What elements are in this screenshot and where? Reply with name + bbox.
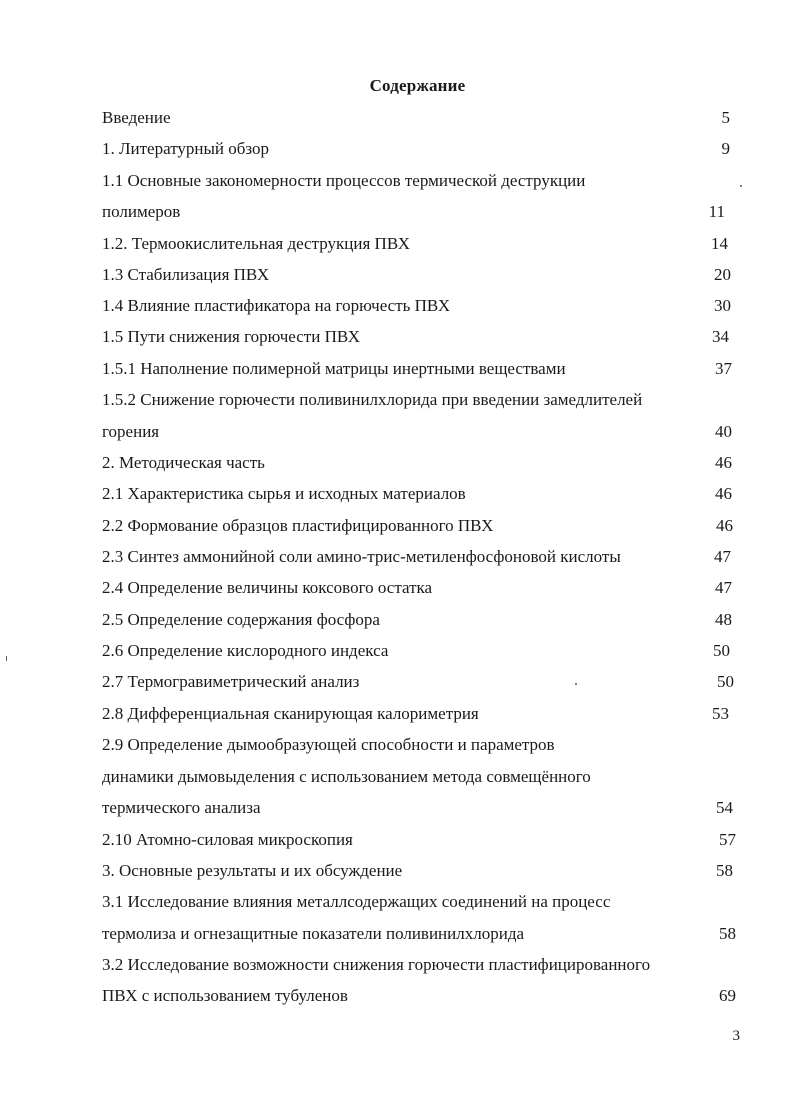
toc-entry	[0, 729, 797, 760]
toc-entry	[0, 133, 797, 164]
toc-entry	[0, 478, 797, 509]
toc-entry	[0, 384, 797, 415]
toc-entry	[0, 510, 797, 541]
toc-entry-page: 58	[716, 861, 733, 880]
toc-entry	[0, 980, 797, 1011]
toc-entry-text: 2.6 Определение кислородного индекса	[102, 641, 389, 660]
toc-entry-page: 30	[714, 296, 731, 315]
toc-entry-text: 2.8 Дифференциальная сканирующая калориметрия	[102, 704, 479, 723]
toc-entry-page: 46	[715, 453, 732, 472]
toc-entry	[0, 666, 797, 697]
toc-entry-text: 1.3 Стабилизация ПВХ	[102, 265, 270, 284]
toc-entry-text: 1.2. Термоокислительная деструкция ПВХ	[102, 234, 411, 253]
toc-entry	[0, 698, 797, 729]
toc-entry-page: 58	[719, 924, 736, 943]
toc-entry	[0, 886, 797, 917]
scan-speck	[740, 185, 742, 187]
toc-entry	[0, 165, 797, 196]
toc-entry-text: 2.5 Определение содержания фосфора	[102, 610, 380, 629]
toc-entry-text: полимеров	[102, 202, 181, 221]
toc-entry-text: 2.2 Формование образцов пластифицированного ПВХ	[102, 516, 494, 535]
toc-entry	[0, 949, 797, 980]
toc-entry-page: 50	[717, 672, 734, 691]
toc-entry-text: 1.5 Пути снижения горючести ПВХ	[102, 327, 361, 346]
toc-entry-page: 54	[716, 798, 733, 817]
toc-entry-text: ПВХ с использованием тубуленов	[102, 986, 348, 1005]
toc-entry-text: 2.10 Атомно-силовая микроскопия	[102, 830, 353, 849]
toc-entry-page: 47	[715, 578, 732, 597]
toc-entry-page: 69	[719, 986, 736, 1005]
toc-entry-text: термолиза и огнезащитные показатели поливинилхлорида	[102, 924, 525, 943]
toc-title: Содержание	[369, 76, 466, 95]
page-number: 3	[732, 1028, 740, 1044]
toc-entry	[0, 447, 797, 478]
toc-entry-page: 37	[715, 359, 732, 378]
toc-entry-text: 1. Литературный обзор	[102, 139, 270, 158]
toc-entry-text: 3.1 Исследование влияния металлсодержащих соединений на процесс	[102, 892, 611, 911]
toc-entry-page: 53	[712, 704, 729, 723]
toc-entry	[0, 290, 797, 321]
toc-entry-text: 1.5.1 Наполнение полимерной матрицы инертными веществами	[102, 359, 566, 378]
toc-entry-text: 2.7 Термогравиметрический анализ	[102, 672, 360, 691]
toc-entry	[0, 321, 797, 352]
toc-entry-text: 2. Методическая часть	[102, 453, 265, 472]
toc-entry	[0, 102, 797, 133]
toc-entry-page: 14	[711, 234, 728, 253]
toc-entry-page: 34	[712, 327, 729, 346]
toc-entry	[0, 572, 797, 603]
toc-entry-text: 2.4 Определение величины коксового остатка	[102, 578, 433, 597]
toc-entry-page: 5	[721, 108, 730, 127]
toc-entry-page: 57	[719, 830, 736, 849]
toc-entry-page: 46	[715, 484, 732, 503]
toc-entry-text: горения	[102, 422, 160, 441]
scan-speck	[575, 683, 577, 685]
toc-entry-text: Введение	[102, 108, 171, 127]
toc-entry-text: динамики дымовыделения с использованием метода совмещённого	[102, 767, 591, 786]
toc-entry	[0, 855, 797, 886]
toc-entry	[0, 604, 797, 635]
toc-entry-page: 48	[715, 610, 732, 629]
toc-entry-page: 11	[708, 202, 725, 221]
toc-entry-text: 1.1 Основные закономерности процессов термической деструкции	[102, 171, 586, 190]
toc-entry-text: 2.1 Характеристика сырья и исходных материалов	[102, 484, 466, 503]
toc-entry-page: 40	[715, 422, 732, 441]
toc-entry-page: 46	[716, 516, 733, 535]
toc-entry	[0, 353, 797, 384]
toc-entry	[0, 541, 797, 572]
toc-entry	[0, 824, 797, 855]
scan-speck	[6, 656, 7, 661]
toc-entry	[0, 792, 797, 823]
toc-entry	[0, 228, 797, 259]
toc-entry	[0, 196, 797, 227]
toc-entry-page: 47	[714, 547, 731, 566]
toc-entry-text: 2.3 Синтез аммонийной соли амино-трис-метиленфосфоновой кислоты	[102, 547, 621, 566]
toc-entry-page: 20	[714, 265, 731, 284]
toc-entry-page: 9	[721, 139, 730, 158]
toc-entry-text: 3.2 Исследование возможности снижения горючести пластифицированного	[102, 955, 651, 974]
toc-entry	[0, 761, 797, 792]
toc-entry	[0, 416, 797, 447]
toc-entry-text: 1.4 Влияние пластификатора на горючесть ПВХ	[102, 296, 451, 315]
toc-entry	[0, 918, 797, 949]
toc-entry-text: 2.9 Определение дымообразующей способности и параметров	[102, 735, 555, 754]
toc-entry-text: 3. Основные результаты и их обсуждение	[102, 861, 403, 880]
toc-entry-text: 1.5.2 Снижение горючести поливинилхлорида при введении замедлителей	[102, 390, 643, 409]
toc-entry	[0, 259, 797, 290]
toc-entry	[0, 635, 797, 666]
toc-entry-page: 50	[713, 641, 730, 660]
toc-entry-text: термического анализа	[102, 798, 261, 817]
